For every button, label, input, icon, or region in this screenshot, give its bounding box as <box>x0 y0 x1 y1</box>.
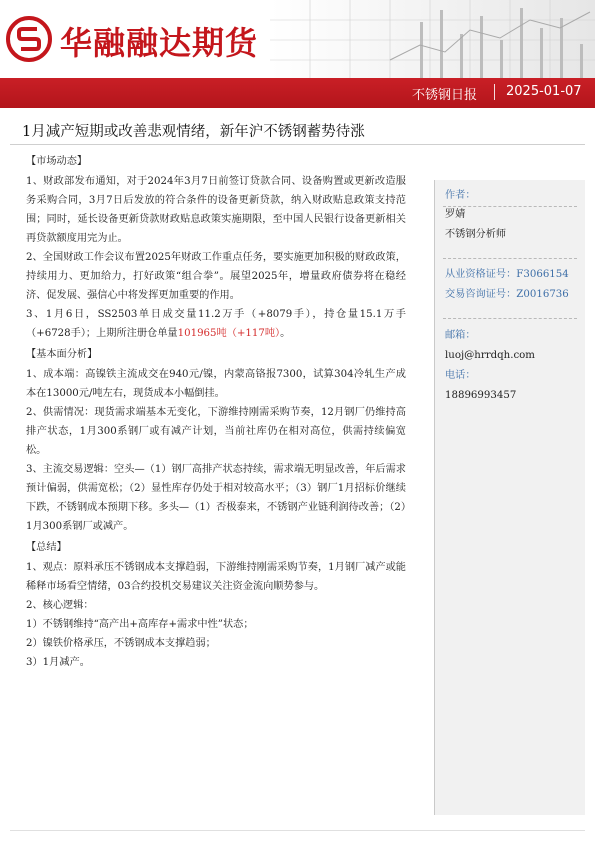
page-bottom-divider <box>10 830 585 831</box>
phone-label: 电话： <box>445 370 476 381</box>
section-heading-market: 【市场动态】 <box>26 156 88 167</box>
fundamental-paragraph-3: 3、主流交易逻辑：空头—（1）钢厂高排产状态持续，需求端无明显改善，年后需求预计偏弱，供需宽松；（2）显性库存仍处于相对较高水平；（3）钢厂1月招标价继续下跌，不锈钢成本预期下移。多头—（1）否极泰来，不锈钢产业链利润待改善；（2）1月300系钢厂或减产。 <box>26 464 406 532</box>
main-content <box>26 150 406 672</box>
report-headline: 1月减产短期或改善悲观情绪，新年沪不锈钢蓄势待涨 <box>22 124 365 140</box>
warrant-volume-highlight: 101965吨（+117吨） <box>177 328 281 339</box>
fundamental-paragraph-2: 2、供需情况：现货需求端基本无变化，下游维持刚需采购节奏，12月钢厂仍维持高排产状态，1月300系钢厂或有减产计划，当前社库仍在相对高位，供需持续偏宽松。 <box>26 407 406 456</box>
market-paragraph-3-text: 3、1月6日，SS2503单日成交量11.2万手（+8079手），持仓量15.1万手（+6728手）；上期所注册仓单量 <box>26 309 406 339</box>
market-paragraph-3-end: 。 <box>280 328 291 339</box>
summary-paragraph-2: 2、核心逻辑： <box>26 600 94 611</box>
brand-name: 华融融达期货 <box>60 24 259 62</box>
sidebar-divider <box>443 258 577 259</box>
author-title: 不锈钢分析师 <box>445 229 507 240</box>
consulting-certificate-number: 交易咨询证号：Z0016736 <box>445 289 569 300</box>
section-heading-summary: 【总结】 <box>26 542 67 553</box>
summary-paragraph-5: 3）1月减产。 <box>26 657 90 668</box>
email-address[interactable]: luoj@hrrdqh.com <box>445 350 535 361</box>
section-heading-fundamental: 【基本面分析】 <box>26 349 98 360</box>
email-label: 邮箱： <box>445 330 476 341</box>
market-paragraph-1: 1、财政部发布通知，对于2024年3月7日前签订贷款合同、设备购置或更新改造服务采购合同，3月7日后发放的符合条件的设备更新贷款，纳入财政贴息政策支持范围；同时，延长设备更新贷款财政贴息政策实施期限，至中国人民银行设备更新相关再贷款额度用完为止。 <box>26 176 406 244</box>
summary-paragraph-3: 1）不锈钢维持“高产出+高库存+需求中性”状态； <box>26 619 254 630</box>
author-name: 罗婧 <box>445 209 466 220</box>
phone-number: 18896993457 <box>445 390 517 401</box>
sidebar-divider <box>443 318 577 319</box>
summary-paragraph-1: 1、观点：原料承压不锈钢成本支撑趋弱，下游维持刚需采购节奏，1月钢厂减产或能稀释市场看空情绪，03合约投机交易建议关注资金流向顺势参与。 <box>26 562 406 592</box>
author-label: 作者： <box>445 190 476 201</box>
report-date: 2025-01-07 <box>506 84 582 99</box>
report-header <box>0 0 595 80</box>
certification-number: 从业资格证号：F3066154 <box>445 269 569 280</box>
market-paragraph-2: 2、全国财政工作会议布置2025年财政工作重点任务，要实施更加积极的财政政策，持续用力、更加给力，打好政策“组合拳”。展望2025年，增量政府债券将在稳经济、促发展、强信心中将发挥更加重要的作用。 <box>26 252 406 301</box>
title-bar-divider <box>494 84 495 100</box>
summary-paragraph-4: 2）镍铁价格承压，不锈钢成本支撑趋弱； <box>26 638 216 649</box>
market-paragraph-3 <box>26 305 406 343</box>
report-type: 不锈钢日报 <box>411 88 477 103</box>
company-logo-icon <box>6 16 52 62</box>
author-sidebar <box>434 180 585 815</box>
fundamental-paragraph-1: 1、成本端：高镍铁主流成交在940元/镍，内蒙高铬报7300，试算304冷轧生产成本在13000元/吨左右，现货成本小幅倒挂。 <box>26 369 406 399</box>
header-decoration-graphic <box>270 0 595 78</box>
headline-divider <box>10 144 585 145</box>
